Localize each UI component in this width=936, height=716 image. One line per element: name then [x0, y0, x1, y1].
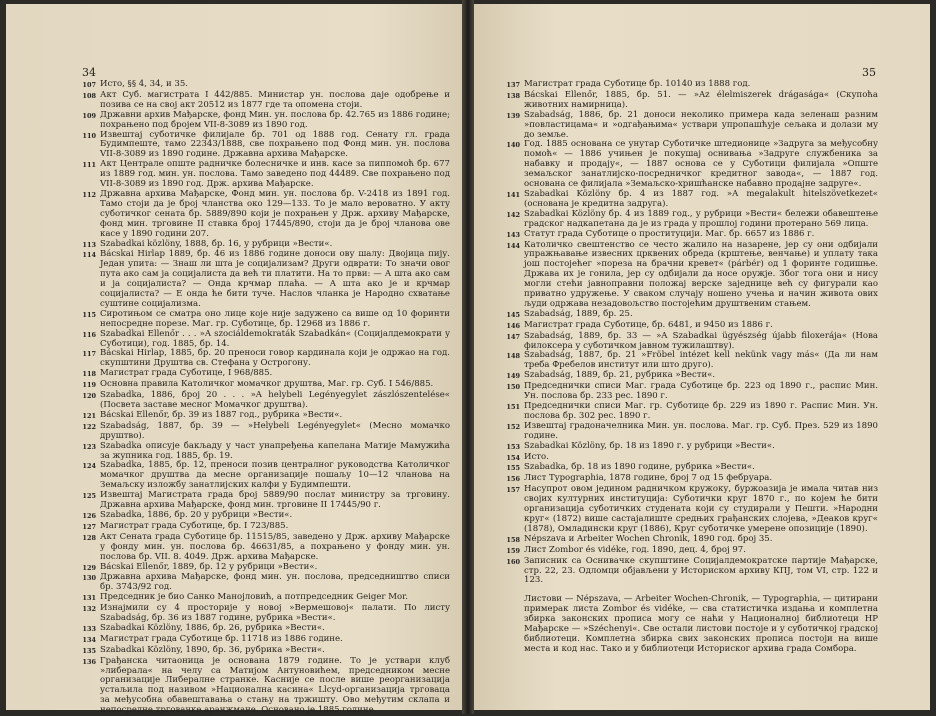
footnote-text: Szabadság, 1887, бр. 39 — »Helybeli Legényegylet« (Месно момачко друштво).: [100, 420, 450, 441]
footnote-number: 139: [506, 111, 520, 120]
footnote: [80, 422, 450, 442]
footnote-text: Председник је био Санко Манојловић, а потпредседник Geiger Mor.: [100, 592, 408, 603]
footnote-number: 159: [506, 546, 520, 555]
book-gutter: [462, 0, 474, 714]
footnotes-left: [80, 80, 450, 716]
footnote-text: Извештај Магистрата града број 5889/90 послат министру за трговину. Државна архива Мађарске, фонд мин. трговине II 17445/90 г.: [100, 490, 450, 511]
footnote-number: 144: [506, 241, 520, 250]
footnote-text: Магистрат града Суботице, бр. I 723/885.: [100, 520, 289, 531]
footnote: [504, 422, 878, 442]
footnote-number: 132: [82, 605, 96, 614]
left-page: [6, 4, 462, 716]
footnote-text: Католичко свештенство се често жалило на назарене, јер су они одбијали упражњавање извесних црквених обреда (крштење, венчање) и уплату така још постојећег »пореза на брачни кревет« (párbér) од 1 форинте годишње. Држава их је гонила, јер су одбијали да носе оружје. Због тога они и нису могли стећи јавноправни положај верске заједнице већ су фигурали као приватно удружење. У сваком случају ношено учења и начин живота ових људи одржава незадовољство постојећим друштвеним стањем.: [524, 239, 878, 309]
footnote: [80, 533, 450, 563]
footnote: [504, 190, 878, 210]
footnote-text: Bácskai Ellenőr, бр. 39 из 1887 год., рубрика »Вести«.: [100, 409, 343, 420]
footnote: [504, 351, 878, 371]
footnote-number: 134: [82, 635, 96, 644]
footnote-number: 112: [82, 190, 96, 199]
footnote-text: Год. 1885 основана се унутар Суботичке штедионице »Задруга за међусобну помоћ« — 1886 учињен је покушај оснивања »Задруге службеника за набавку и продају«, — 1887 основа се у Суботици филијала »Опште земаљског занатлијско-посредничког кредитног завода«, — 1887 год. основана се филијала »Земаљско-хришћанске набавно продајне задруге«.: [524, 139, 878, 190]
footnote-text: Szabadkai Közlöny, бр. 18 из 1890 г. у рубрици »Вести«.: [524, 440, 775, 451]
footnote-text: Szabadság, 1889, бр. 21, рубрика »Вести«.: [524, 370, 716, 381]
footnote-text: Szabadság, 1887, бр. 21 »Fröbel intézet kell nekünk vagy más« (Да ли нам треба Фребелов институт или што друго).: [524, 350, 878, 371]
footnote: [504, 140, 878, 190]
footnote-number: 113: [82, 240, 96, 249]
footnote: [80, 461, 450, 491]
footnote-number: 143: [506, 230, 520, 239]
footnote: [80, 442, 450, 462]
footnote-text: Bácskai Ellenőr, 1889, бр. 12 у рубрици »Вести«.: [100, 561, 318, 572]
footnote: [80, 250, 450, 309]
footnote: [504, 332, 878, 352]
footnote-number: 120: [82, 392, 96, 401]
footnote-number: 146: [506, 321, 520, 330]
footnote-text: Записник са Оснивачке скупштине Социјалдемократске партије Мађарске, стр. 22, 23. Одломци објављени у Историском архиву КПЈ, том VI, стр. 122 и 123.: [524, 555, 878, 586]
footnote-number: 131: [82, 594, 96, 603]
footnote: [80, 91, 450, 111]
page-number-right: 35: [862, 66, 876, 79]
footnote: [80, 190, 450, 240]
footnote-number: 147: [506, 332, 520, 341]
footnote-text: Szabadság, 1889, бр. 25.: [524, 308, 633, 319]
footnote-text: Извештај градоначелника Мин. ун. послова. Маг. гр. Суб. През. 529 из 1890 године.: [524, 420, 878, 441]
footnote-number: 158: [506, 535, 520, 544]
footnote-text: Председнички списи Маг. града Суботице бр. 223 од 1890 г., распис Мин. Ун. послова бр. 233 рес. 1890 г.: [524, 381, 878, 402]
footnote: [80, 330, 450, 350]
footnote-number: 149: [506, 372, 520, 381]
footnote-number: 125: [82, 492, 96, 501]
footnote-number: 142: [506, 210, 520, 219]
footnote: [80, 604, 450, 624]
closing-paragraph: Листови — Népszava, — Arbeiter Wochen-Chronik, — Typographia, — цитирани примерак листа Zombor és vidéke, — сва статистичка издања и комплетна збирка законских прописа могу се наћи у Националној библиотеци НР Мађарске — »Széchenyi«. Све остали листови постоје и у суботичкој градској библиотеци. Комплетна збирка свих законских прописа постоји на више места и код нас. Тако и у библиотеци Историског архива града Сомбора.: [524, 594, 878, 654]
footnote-text: Магистрат града Суботице, I 968/885.: [100, 368, 273, 379]
footnote-number: 108: [82, 91, 96, 100]
footnote: [80, 160, 450, 190]
footnote-number: 133: [82, 624, 96, 633]
footnote-text: Szabadkai Ellenőr . . . »A szociáldemokraták Szabadkán« (Социјалдемократи у Суботици), год. 1885, бр. 14.: [100, 328, 450, 349]
footnote-number: 124: [82, 462, 96, 471]
footnote: [504, 546, 878, 557]
footnote-text: Магистрат града Суботице, бр. 6481, и 9450 из 1886 г.: [524, 319, 773, 330]
footnote-text: Извештај суботичке филијале бр. 701 од 1888 год. Сенату гл. града Будимпеште, тамо 22343/1888, све похрањено под Фонд мин. ун. послова VII-8-3089 из 1890 године. Државна архива Мађарске.: [100, 129, 450, 160]
footnote-text: Szabadka, бр. 18 из 1890 године, рубрика »Вести«.: [524, 462, 755, 473]
footnote-text: Bácskai Ellenőr, 1885, бр. 51. — »Az élelmiszerek drágasága« (Скупоћа животних намирница).: [524, 89, 878, 110]
footnote-number: 122: [82, 422, 96, 431]
footnote-text: Szabadság, 1889, бр. 33 — »A Szabadkai ügyészség újabb filoxerája« (Нова филоксера у суботичком јавном тужилаштву).: [524, 330, 878, 351]
footnote-text: Szabadka, 1885, бр. 12, преноси позив централног руководства Католичког момачког друштва да месне организације пошаљу 10—12 чланова на Земаљску изложбу занатлијских калфи у Будимпешти.: [100, 460, 450, 491]
right-page: [474, 4, 930, 710]
footnote-text: Szabadka, 1886, бр. 20 у рубрици »Вести«.: [100, 509, 293, 520]
footnote: [504, 210, 878, 230]
footnote: [80, 573, 450, 593]
page-number-left: 34: [82, 66, 96, 79]
footnote-text: Szabadka, 1886, број 20 . . . »A helybeli Legényegylet zászlószentelése« (Посвета заставе месног Момачког друштва).: [100, 390, 450, 410]
footnote-text: Акт Сената града Суботице бр. 11515/85, заведено у Држ. архиву Мађарске у фонду мин. ун. послова бр. 46631/85, а похрањено у фонду мин. ун. послова бр. VII. 8. 4049. Држ. архива Мађарске.: [100, 531, 450, 562]
footnote-number: 116: [82, 330, 96, 339]
footnote-number: 145: [506, 310, 520, 319]
footnote: [504, 241, 878, 310]
footnote-text: Népszava и Arbeiter Wochen Chronik, 1890 год. број 35.: [524, 533, 773, 544]
footnote-number: 157: [506, 486, 520, 495]
footnote: [504, 230, 878, 241]
footnote: [80, 391, 450, 411]
footnote: [504, 111, 878, 141]
footnote-text: Статут града Суботице о проституцији. Маг. бр. 6657 из 1886 г.: [524, 228, 815, 239]
footnote-number: 154: [506, 453, 520, 462]
footnote-number: 128: [82, 533, 96, 542]
footnote-text: Државна архива Мађарске, фонд мин. ун. послова, председништво списи бр. 3743/92 год.: [100, 572, 450, 593]
footnote: [80, 131, 450, 161]
footnote-number: 135: [82, 646, 96, 655]
footnote: [504, 557, 878, 587]
footnote: [80, 310, 450, 330]
footnote: [80, 111, 450, 131]
footnotes-right: [504, 80, 878, 586]
footnote-text: Szabadkai Közlöny бр. 4 из 1889 год., у рубрици »Вести« бележи обавештење градског надкапетана да је из града у прошлој години протерано 569 лица.: [524, 208, 878, 229]
footnote-number: 156: [506, 475, 520, 484]
footnote-text: Bácskai Hirlap 1889, бр. 46 из 1886 године доноси ову шалу: Двојица пију. Један упита: — Знаш ли шта је социјализам? Други одврати: То значи овог пута ако сам ја социјалиста да већ ти платити. На то први: — А шта ако сам и ја социјалиста? — Онда крчмар плаћа. — А шта ако је и крчмар социјалиста? — Е онда ће бити туче. Наслов чланка је Народно схватање суштине социјализма.: [100, 249, 450, 309]
footnote-text: Szabadkai Közlöny, 1890, бр. 36, рубрика »Вести«.: [100, 644, 325, 655]
footnote-number: 121: [82, 411, 96, 420]
footnote-number: 141: [506, 190, 520, 199]
footnote-text: Лист Typographia, 1878 године, број 7 од 15 фебруара.: [524, 473, 773, 484]
footnote-number: 140: [506, 141, 520, 150]
footnote-number: 119: [82, 381, 96, 390]
footnote-number: 137: [506, 81, 520, 89]
footnote-number: 136: [82, 657, 96, 666]
footnote-text: Државни архив Мађарске, фонд Мин. ун. послова бр. 42.765 из 1886 године; похрањено под бројем VII-8-3089 из 1890 год.: [100, 109, 450, 130]
footnote-number: 160: [506, 557, 520, 566]
footnote-text: Магистрат града Суботице бр. 11718 из 1886 године.: [100, 633, 343, 644]
footnote-number: 152: [506, 422, 520, 431]
footnote-text: Насупрот овом једином радничком кружоку, буржоазија је имала читав низ својих културних институција: Суботички круг 1870 г., по којем ће бити организација суботичких студената који су студирали у Пешти. »Народни круг« (1872) више састајалиште средњих грађанских слојева, »Деаков круг« (1878), Омладински круг (1886), Круг суботичке умерене опозиције (1890).: [524, 484, 878, 534]
footnote-number: 126: [82, 511, 96, 520]
footnote-text: Bácskai Hirlap, 1885, бр. 20 преноси говор кардинала који је одржао на год. скупштини Друштва св. Стефана у Острогону.: [100, 348, 450, 369]
footnote: [504, 442, 878, 453]
footnote-text: Магистрат града Суботице бр. 10140 из 1888 год.: [524, 79, 751, 89]
footnote-number: 110: [82, 131, 96, 140]
footnote-number: 148: [506, 352, 520, 361]
footnote-text: Акт Централе опште радничке болесничке и инв. касе за пиппомоћ бр. 677 из 1889 год. мин. ун. послова. Тамо заведено под 44489. Све похрањено под VII-8-3089 из 1890 год. Држ. архива Мађарске.: [100, 159, 450, 190]
footnote-number: 153: [506, 442, 520, 451]
footnote-number: 115: [82, 310, 96, 319]
footnote: [504, 485, 878, 535]
footnote-text: Државна архива Мађарске, Фонд мин. ун. послова бр. V-2418 из 1891 год. Тамо стоји да је број чланства око 129—133. То је мало вероватно. У акту суботичког сената бр. 5889/890 који је похрањен у Држ. архиву Мађарске, фонд мин. трговине II ставка број 17445/890, стоји да је број чланова ове касе у 1890 години 207.: [100, 188, 450, 239]
footnote-number: 151: [506, 403, 520, 411]
footnote-number: 107: [82, 81, 96, 89]
footnote: [504, 402, 878, 422]
footnote-text: Изнајмили су 4 просторије у новој »Вермешовој« палати. По листу Szabadság, бр. 36 из 1887 године, рубрика »Вести«.: [100, 603, 450, 624]
footnote-number: 129: [82, 563, 96, 572]
footnote-number: 109: [82, 111, 96, 120]
footnote-text: Акт Суб. магистрата I 442/885. Министар ун. послова даје одобрење и позива се на свој акт 20512 из 1877 где та опомена стоји.: [100, 89, 450, 110]
footnote-number: 123: [82, 442, 96, 451]
footnote-number: 127: [82, 522, 96, 531]
footnote: [80, 657, 450, 716]
footnote: [80, 349, 450, 369]
footnote-text: Исто.: [524, 451, 549, 462]
footnote-number: 114: [82, 251, 96, 260]
footnote-text: Исто, §§ 4, 34, и 35.: [100, 79, 188, 89]
footnote-text: Сиротињом се сматра оно лице које није задужено са више од 10 форинти непосредне порезе. Маг. гр. Суботице, бр. 12968 из 1886 г.: [100, 308, 450, 329]
footnote-text: Грађанска читаоница је основана 1879 године. То је уствари клуб »либерала« на челу са Матијом Антуновићем, председником месне организације Либералне странке. Касније се после више реорганизација устаљила под називом »Национална касина« Llcyd-организација трговаца за међусобна обавештавања о стању на тржишту. Ово међутим склапа и непосредне трговачке аранжмане. Основано је 1885 године.: [100, 655, 450, 716]
footnote-number: 117: [82, 350, 96, 359]
footnote: [504, 382, 878, 402]
footnote-number: 130: [82, 574, 96, 583]
footnote-text: Szabadka описује бакљаду у част унапређења капелана Матије Мамужића за жупника год. 1885, бр. 19.: [100, 440, 450, 461]
footnote: [80, 491, 450, 511]
footnote-number: 118: [82, 370, 96, 379]
footnote-number: 150: [506, 383, 520, 392]
footnote-number: 138: [506, 91, 520, 100]
footnote-number: 111: [82, 161, 96, 170]
footnote: [504, 91, 878, 111]
footnote-text: Основна правила Католичког момачког друштва, Маг. гр. Суб. I 546/885.: [100, 379, 434, 390]
footnote-text: Szabadság, 1886, бр. 21 доноси неколико примера када зеленаш разним »повластицама« и »одгађањима« уствари упропашћује сељака и долази му до земље.: [524, 109, 878, 140]
footnote-text: Szabadkai Közlöny бр. 4 из 1887 год. »A megalakult hitelszövetkezet« (основана је кредитна задруга).: [524, 188, 878, 209]
footnote-text: Председнички списи Маг. гр. Суботице бр. 229 из 1890 г. Распис Мин. Ун. послова бр. 302 рес. 1890 г.: [524, 401, 878, 421]
footnote-text: Szabadkai Közlöny, 1886, бр. 26, рубрика »Вести«.: [100, 622, 325, 633]
footnote-number: 155: [506, 464, 520, 473]
footnote-text: Szabadkai közlöny, 1888, бр. 16, у рубрици »Вести«.: [100, 238, 333, 249]
footnote-text: Лист Zombor és vidéke, год. 1890, дец. 4, број 97.: [524, 544, 746, 555]
